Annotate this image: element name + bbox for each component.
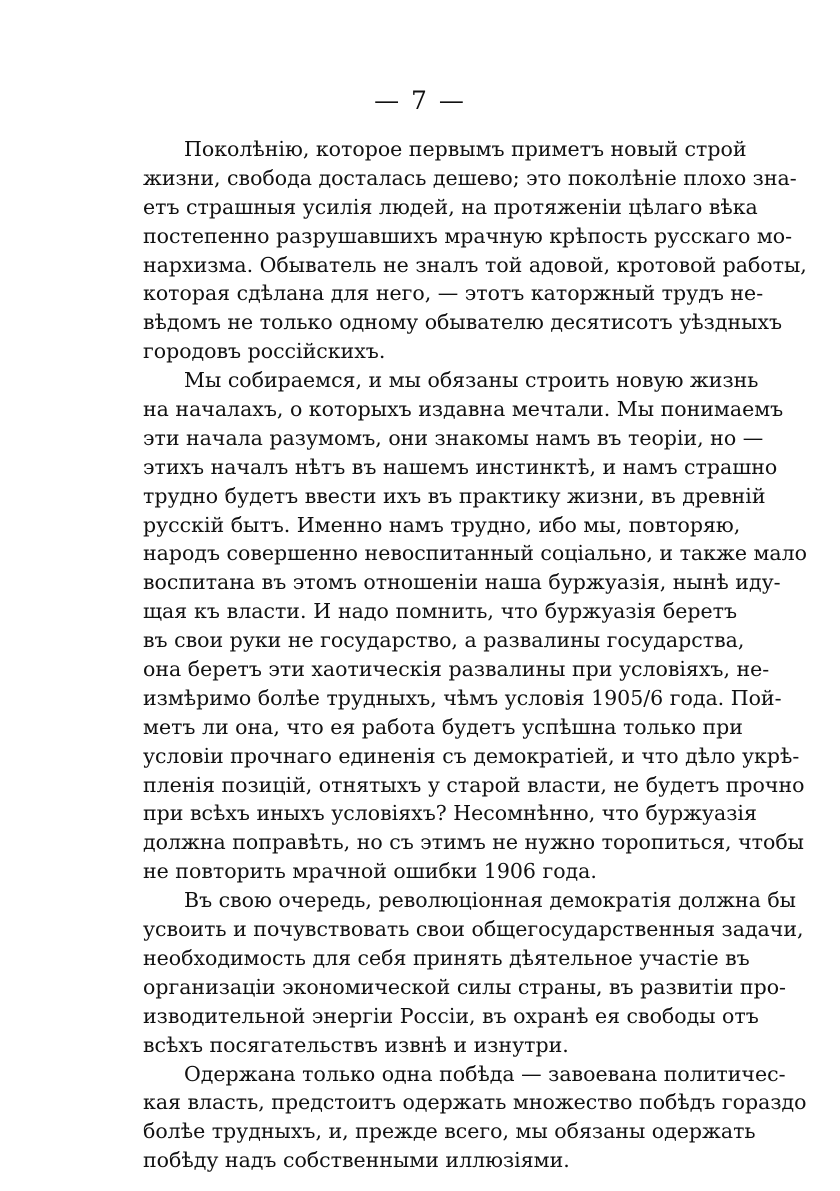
- text-line: при всѣхъ иныхъ условіяхъ? Несомнѣнно, что буржуазія: [143, 801, 757, 826]
- text-line: на началахъ, о которыхъ издавна мечтали. Мы понимаемъ: [143, 397, 784, 422]
- text-line: воспитана въ этомъ отношеніи наша буржуазія, нынѣ иду-: [143, 570, 781, 595]
- text-line: усвоить и почувствовать свои общегосударственныя задачи,: [143, 917, 804, 942]
- text-line: русскій бытъ. Именно намъ трудно, ибо мы, повторяю,: [143, 512, 741, 537]
- paragraph: [143, 886, 804, 1059]
- text-line: нархизма. Обыватель не зналъ той адовой, кротовой работы,: [143, 252, 807, 277]
- text-line: не повторить мрачной ошибки 1906 года.: [143, 859, 597, 884]
- text-line: въ свои руки не государство, а развалины государства,: [143, 628, 745, 653]
- text-line: Поколѣнію, которое первымъ приметъ новый строй: [184, 137, 747, 161]
- paragraph: [143, 135, 807, 366]
- text-line: народъ совершенно невоспитанный соціально, и также мало: [143, 541, 807, 566]
- text-line: она беретъ эти хаотическія развалины при условіяхъ, не-: [143, 657, 770, 682]
- text-line: которая сдѣлана для него, — этотъ каторжный трудъ не-: [143, 281, 764, 306]
- text-line: Одержана только одна побѣда — завоевана политичес-: [184, 1061, 786, 1086]
- text-line: этихъ началъ нѣтъ въ нашемъ инстинктѣ, и намъ страшно: [143, 454, 778, 479]
- text-line: Мы собираемся, и мы обязаны строить новую жизнь: [184, 368, 759, 393]
- text-line: городовъ россійскихъ.: [143, 339, 386, 364]
- text-line: измѣримо болѣе трудныхъ, чѣмъ условія 1905/6 года. Пой-: [143, 685, 782, 710]
- text-line: всѣхъ посягательствъ извнѣ и изнутри.: [143, 1032, 569, 1057]
- text-line: пленія позицій, отнятыхъ у старой власти, не будетъ прочно: [143, 772, 805, 797]
- text-line: болѣе трудныхъ, и, прежде всего, мы обязаны одержать: [143, 1119, 756, 1144]
- text-line: кая власть, предстоитъ одержать множество побѣдъ гораздо: [143, 1090, 807, 1115]
- text-line: щая къ власти. И надо помнить, что буржуазія беретъ: [143, 599, 737, 624]
- text-line: эти начала разумомъ, они знакомы намъ въ теоріи, но —: [143, 425, 764, 450]
- paragraph: [143, 366, 807, 886]
- text-line: необходимость для себя принять дѣятельное участіе въ: [143, 945, 750, 970]
- text-line: Въ свою очередь, революціонная демократія должна бы: [184, 888, 796, 913]
- text-line: метъ ли она, что ея работа будетъ успѣшна только при: [143, 714, 743, 739]
- text-line: постепенно разрушавшихъ мрачную крѣпость русскаго мо-: [143, 223, 793, 248]
- text-line: должна поправѣть, но съ этимъ не нужно торопиться, чтобы: [143, 830, 804, 855]
- paragraph: [143, 1060, 807, 1176]
- text-body: [143, 135, 807, 1175]
- text-line: етъ страшныя усилія людей, на протяженіи цѣлаго вѣка: [143, 194, 758, 219]
- text-line: вѣдомъ не только одному обывателю десятисотъ уѣздныхъ: [143, 310, 783, 335]
- text-line: условіи прочнаго единенія съ демократіей, и что дѣло укрѣ-: [143, 743, 800, 768]
- text-line: организаціи экономической силы страны, въ развитіи про-: [143, 974, 786, 999]
- text-line: побѣду надъ собственными иллюзіями.: [143, 1148, 570, 1173]
- text-line: изводительной энергіи Россіи, въ охранѣ ея свободы отъ: [143, 1003, 759, 1028]
- text-line: трудно будетъ ввести ихъ въ практику жизни, въ древній: [143, 483, 766, 508]
- text-line: жизни, свобода досталась дешево; это поколѣніе плохо зна-: [143, 165, 797, 190]
- page-number: — 7 —: [374, 86, 466, 115]
